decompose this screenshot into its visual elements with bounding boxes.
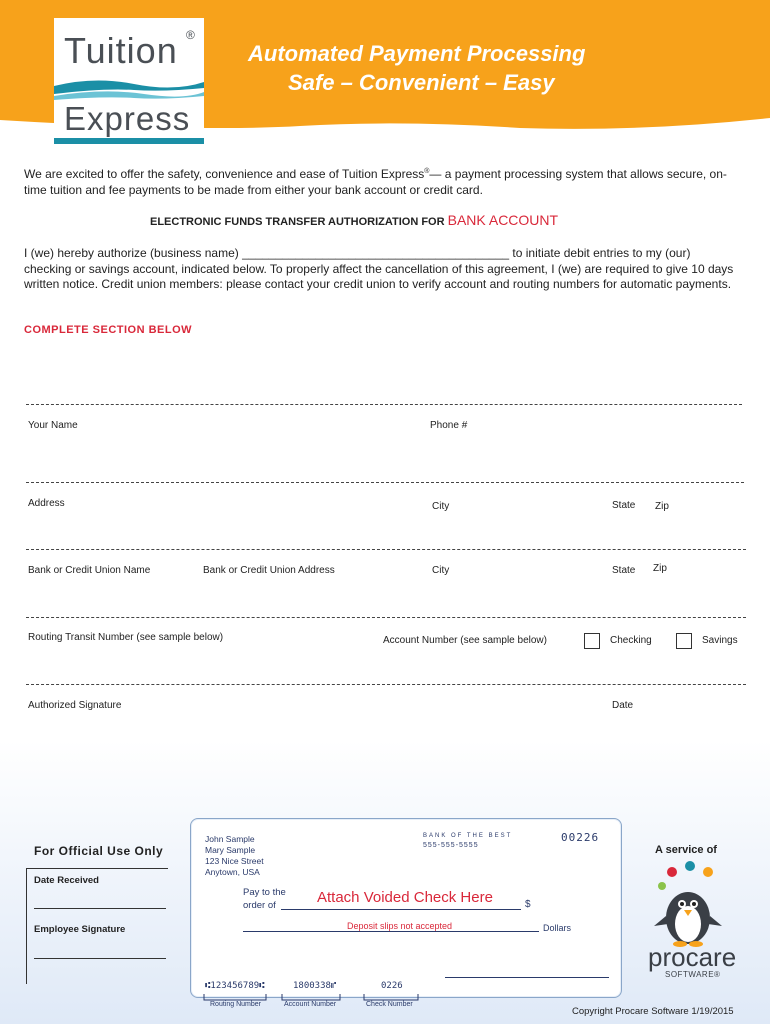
intro-paragraph (24, 164, 746, 198)
savings-label: Savings (702, 635, 738, 646)
service-label: A service of (655, 844, 717, 856)
check-name-line2: Mary Sample (205, 845, 256, 855)
check-dollars: Dollars (543, 923, 572, 933)
zip-label: Zip (655, 501, 669, 512)
procare-penguin-icon (650, 860, 730, 948)
account-label: Account Number (see sample below) (383, 635, 547, 646)
date-received-line[interactable] (34, 908, 166, 909)
check-pay-to: Pay to the (243, 887, 286, 898)
section-heading-prefix: ELECTRONIC FUNDS TRANSFER AUTHORIZATION FOR (150, 216, 445, 228)
employee-signature-label: Employee Signature (34, 924, 126, 935)
complete-section-label: COMPLETE SECTION BELOW (24, 324, 193, 336)
tuition-express-logo (54, 18, 204, 144)
check-amount-line (243, 931, 539, 932)
bank-line[interactable] (26, 549, 746, 550)
check-bank-phone: 555-555-5555 (423, 842, 479, 849)
intro-text-1: We are excited to offer the safety, convenience and ease of Tuition Express (24, 167, 425, 181)
micr-account: 1800338⑈ (293, 981, 337, 991)
sample-check (190, 818, 622, 998)
procare-software-label: SOFTWARE® (665, 970, 721, 979)
copyright-text: Copyright Procare Software 1/19/2015 (572, 1006, 734, 1017)
check-address1: 123 Nice Street (205, 856, 264, 866)
checking-label: Checking (610, 635, 652, 646)
state-label: State (612, 500, 636, 511)
label-routing-number: Routing Number (210, 1001, 261, 1008)
label-check-number: Check Number (366, 1001, 413, 1008)
check-bank-name: BANK OF THE BEST (423, 833, 513, 839)
city-label: City (432, 501, 450, 512)
employee-signature-line[interactable] (34, 958, 166, 959)
bank-zip-label: Zip (653, 563, 667, 574)
intro-registered-mark: ® (424, 168, 430, 175)
section-heading (150, 212, 650, 228)
bank-city-label: City (432, 565, 450, 576)
logo-bottom-bar (54, 138, 204, 144)
check-dollar-sign: $ (525, 899, 531, 910)
check-address2: Anytown, USA (205, 867, 260, 877)
check-order-of: order of (243, 900, 276, 911)
official-left-border (26, 868, 27, 984)
check-number: 00226 (561, 831, 600, 844)
bank-address-label: Bank or Credit Union Address (203, 565, 335, 576)
routing-label: Routing Transit Number (see sample below) (28, 632, 224, 643)
logo-wave-icon (54, 76, 204, 102)
attach-check-label: Attach Voided Check Here (317, 889, 493, 906)
header-title-line2: Safe – Convenient – Easy (288, 70, 555, 95)
procare-brand: procare (648, 942, 737, 972)
official-use-title: For Official Use Only (34, 844, 164, 858)
micr-check: 0226 (381, 981, 403, 991)
bank-name-label: Bank or Credit Union Name (28, 565, 151, 576)
check-name-line1: John Sample (205, 834, 255, 844)
label-account-number: Account Number (284, 1001, 337, 1008)
savings-checkbox[interactable] (676, 633, 692, 649)
date-received-label: Date Received (34, 875, 99, 886)
bank-state-label: State (612, 565, 636, 576)
checking-checkbox[interactable] (584, 633, 600, 649)
authorized-signature-label: Authorized Signature (28, 700, 122, 711)
micr-routing: ⑆123456789⑆ (205, 981, 265, 991)
logo-text-express: Express (64, 100, 191, 137)
signature-line[interactable] (26, 684, 746, 685)
check-payee-line (281, 909, 521, 910)
routing-account-line[interactable] (26, 617, 746, 618)
logo-text-tuition: Tuition (64, 30, 178, 71)
intro-text-2: — a payment processing system that allows secure, on-time tuition and fee payments to be made from either your bank account or credit card. (24, 167, 727, 197)
section-heading-highlight: BANK ACCOUNT (447, 212, 559, 228)
your-name-label: Your Name (28, 420, 78, 431)
logo-registered-mark: ® (186, 28, 195, 42)
address-label: Address (28, 498, 65, 509)
header-title-line1: Automated Payment Processing (248, 41, 586, 66)
date-label: Date (612, 700, 634, 711)
check-signature-line (445, 977, 609, 978)
official-use-box (26, 834, 168, 984)
name-phone-line[interactable] (26, 404, 742, 405)
address-line[interactable] (26, 482, 744, 483)
deposit-note: Deposit slips not accepted (347, 921, 453, 931)
authorization-paragraph: I (we) hereby authorize (business name) ________________________________________ to initiate debit entries to my (our) checking or savings account, indicated below. To properly affect the cancellation of this agreement, I (we) are required to give 10 days written notice. Credit union members: please contact your credit union to verify account and routing numbers for automatic payments. (24, 246, 734, 291)
official-divider (26, 868, 168, 869)
phone-label: Phone # (430, 420, 468, 431)
